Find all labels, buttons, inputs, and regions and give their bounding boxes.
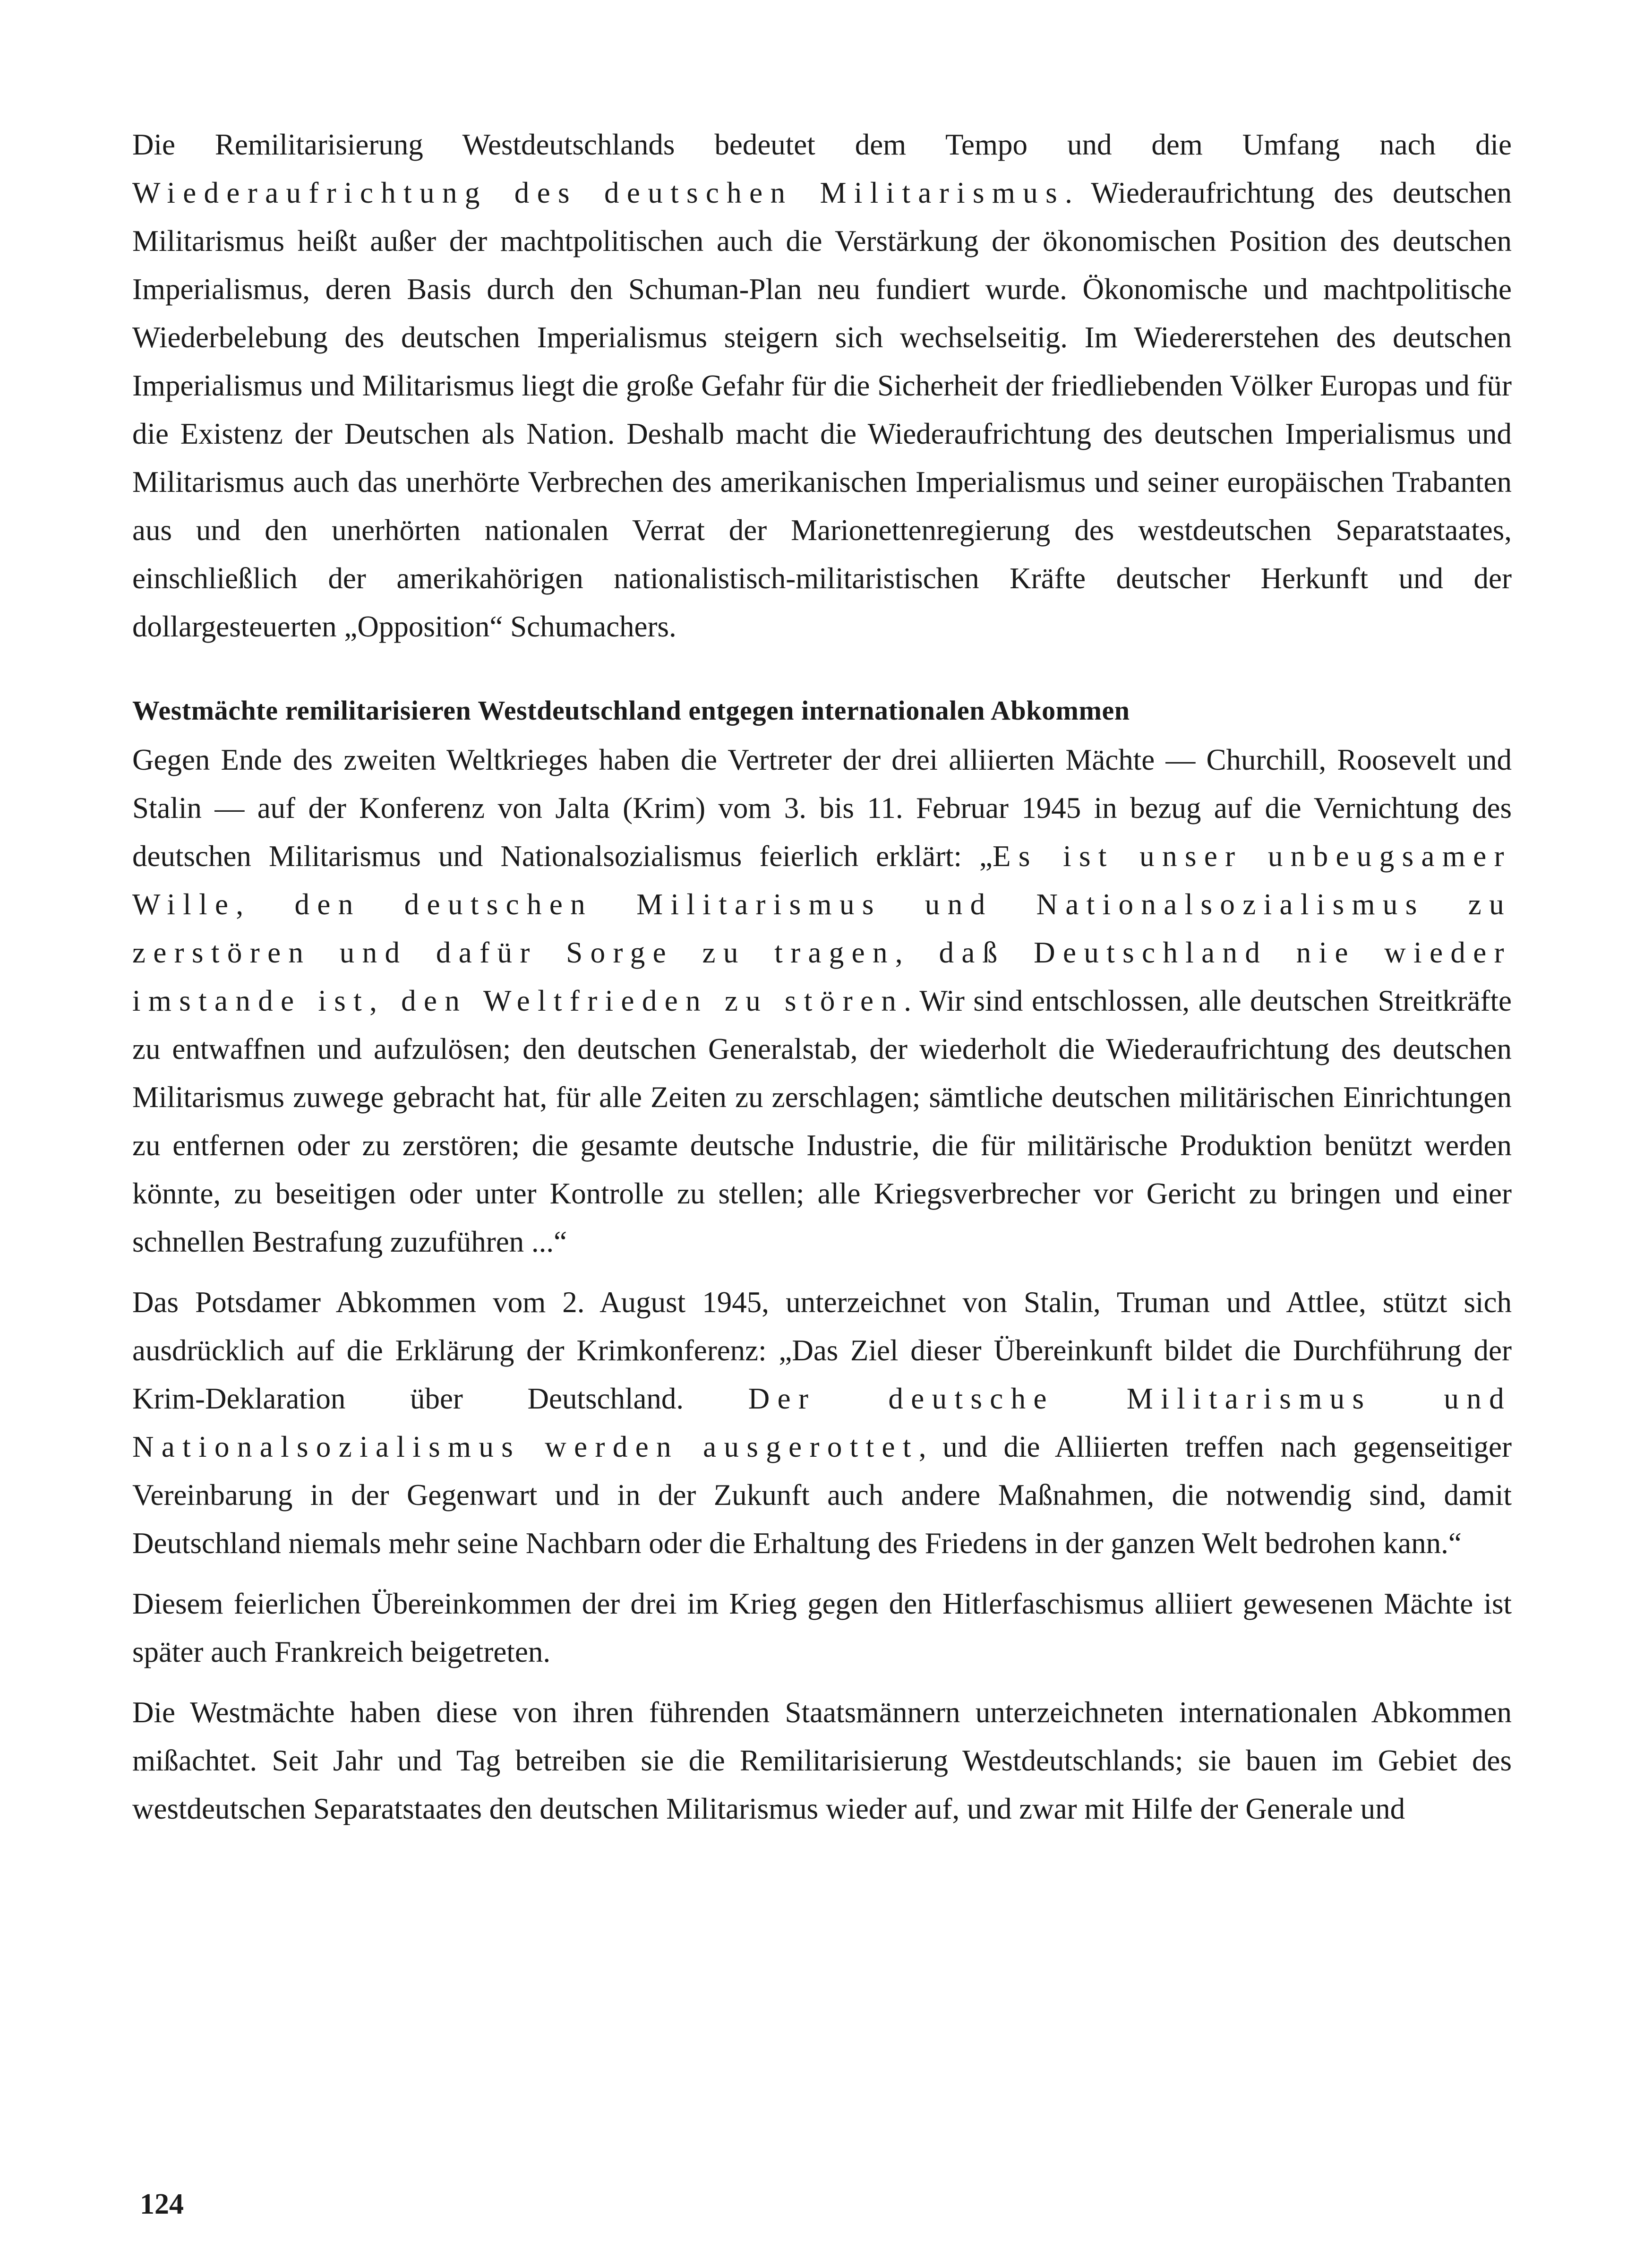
text-segment: Die Westmächte haben diese von ihren führenden Staatsmännern unterzeichneten internationalen Abkommen mißachtet. Seit Jahr und Tag betreiben sie die Remilitarisierung Westdeutschlands; sie bauen im Gebiet des westdeutschen Separatstaates den deutschen Militarismus wieder auf, und zwar mit Hilfe der Generale und xyxy=(132,1696,1512,1825)
text-segment: Die Remilitarisierung Westdeutschlands bedeutet dem Tempo und dem Umfang nach die xyxy=(132,128,1512,161)
text-segment: . Wiederaufrichtung des deutschen Militarismus heißt außer der machtpolitischen auch die Verstärkung der ökonomischen Position des deutschen Imperialismus, deren Basis durch den Schuman-Plan neu fundiert wurde. Ökonomische und machtpolitische Wiederbelebung des deutschen Imperialismus steigern sich wechselseitig. Im Wiedererstehen des deutschen Imperialismus und Militarismus liegt die große Gefahr für die Sicherheit der friedliebenden Völker Europas und für die Existenz der Deutschen als Nation. Deshalb macht die Wiederaufrichtung des deutschen Imperialismus und Militarismus auch das unerhörte Verbrechen des amerikanischen Imperialismus und seiner europäischen Trabanten aus und den unerhörten nationalen Verrat der Marionettenregierung des westdeutschen Separatstaates, einschließlich der amerikahörigen nationalistisch-militaristischen Kräfte deutscher Herkunft und der dollargesteuerten „Opposition“ Schumachers. xyxy=(132,176,1512,643)
paragraph-frankreich xyxy=(132,1580,1512,1676)
paragraph-potsdam xyxy=(132,1278,1512,1567)
paragraph-1 xyxy=(132,120,1512,651)
section-heading: Westmächte remilitarisieren Westdeutschland entgegen internationalen Abkommen xyxy=(132,695,1130,726)
emphasis-spaced-text: Der deutsche Militarismus und Nationalsozialismus werden ausgerottet xyxy=(132,1382,1512,1463)
text-segment: Diesem feierlichen Übereinkommen der drei im Krieg gegen den Hitlerfaschismus alliiert gewesenen Mächte ist später auch Frankreich beigetreten. xyxy=(132,1587,1512,1668)
text-segment: . Wir sind entschlossen, alle deutschen Streitkräfte zu entwaffnen und aufzulösen; den deutschen Generalstab, der wiederholt die Wiederaufrichtung des deutschen Militarismus zuwege gebracht hat, für alle Zeiten zu zerschlagen; sämtliche deutschen militärischen Einrichtungen zu entfernen oder zu zerstören; die gesamte deutsche Industrie, die für militärische Produktion benützt werden könnte, zu beseitigen oder unter Kontrolle zu stellen; alle Kriegsverbrecher vor Gericht zu bringen und einer schnellen Bestrafung zuzuführen ...“ xyxy=(132,984,1512,1258)
emphasis-spaced-text: Wiederaufrichtung des deutschen Militarismus xyxy=(132,176,1065,209)
page-body xyxy=(132,120,1512,1833)
text-segment: , und die Alliierten treffen nach gegenseitiger Vereinbarung in der Gegenwart und in der Zukunft auch andere Maßnahmen, die notwendig sind, damit Deutschland niemals mehr seine Nachbarn oder die Erhaltung des Friedens in der ganzen Welt bedrohen kann.“ xyxy=(132,1430,1512,1560)
paragraph-westmaechte xyxy=(132,1688,1512,1833)
text-segment: Gegen Ende des zweiten Weltkrieges haben die Vertreter der drei alliierten Mächte — Churchill, Roosevelt und Stalin — auf der Konferenz von Jalta (Krim) vom 3. bis 11. Februar 1945 in bezug auf die Vernichtung des deutschen Militarismus und Nationalsozialismus feierlich erklärt: „ xyxy=(132,743,1512,873)
paragraph-jalta xyxy=(132,736,1512,1266)
emphasis-spaced-text: Es ist unser unbeugsamer Wille, den deutschen Militarismus und Nationalsozialismus zu zerstören und dafür Sorge zu tragen, daß Deutschland nie wieder imstande ist, den Weltfrieden zu stören xyxy=(132,840,1512,1017)
text-segment: Das Potsdamer Abkommen vom 2. August 1945, unterzeichnet von Stalin, Truman und Attlee, stützt sich ausdrücklich auf die Erklärung der Krimkonferenz: „Das Ziel dieser Übereinkunft bildet die Durchführung der Krim-Deklaration über Deutschland. xyxy=(132,1286,1512,1415)
page-number: 124 xyxy=(140,2188,184,2220)
